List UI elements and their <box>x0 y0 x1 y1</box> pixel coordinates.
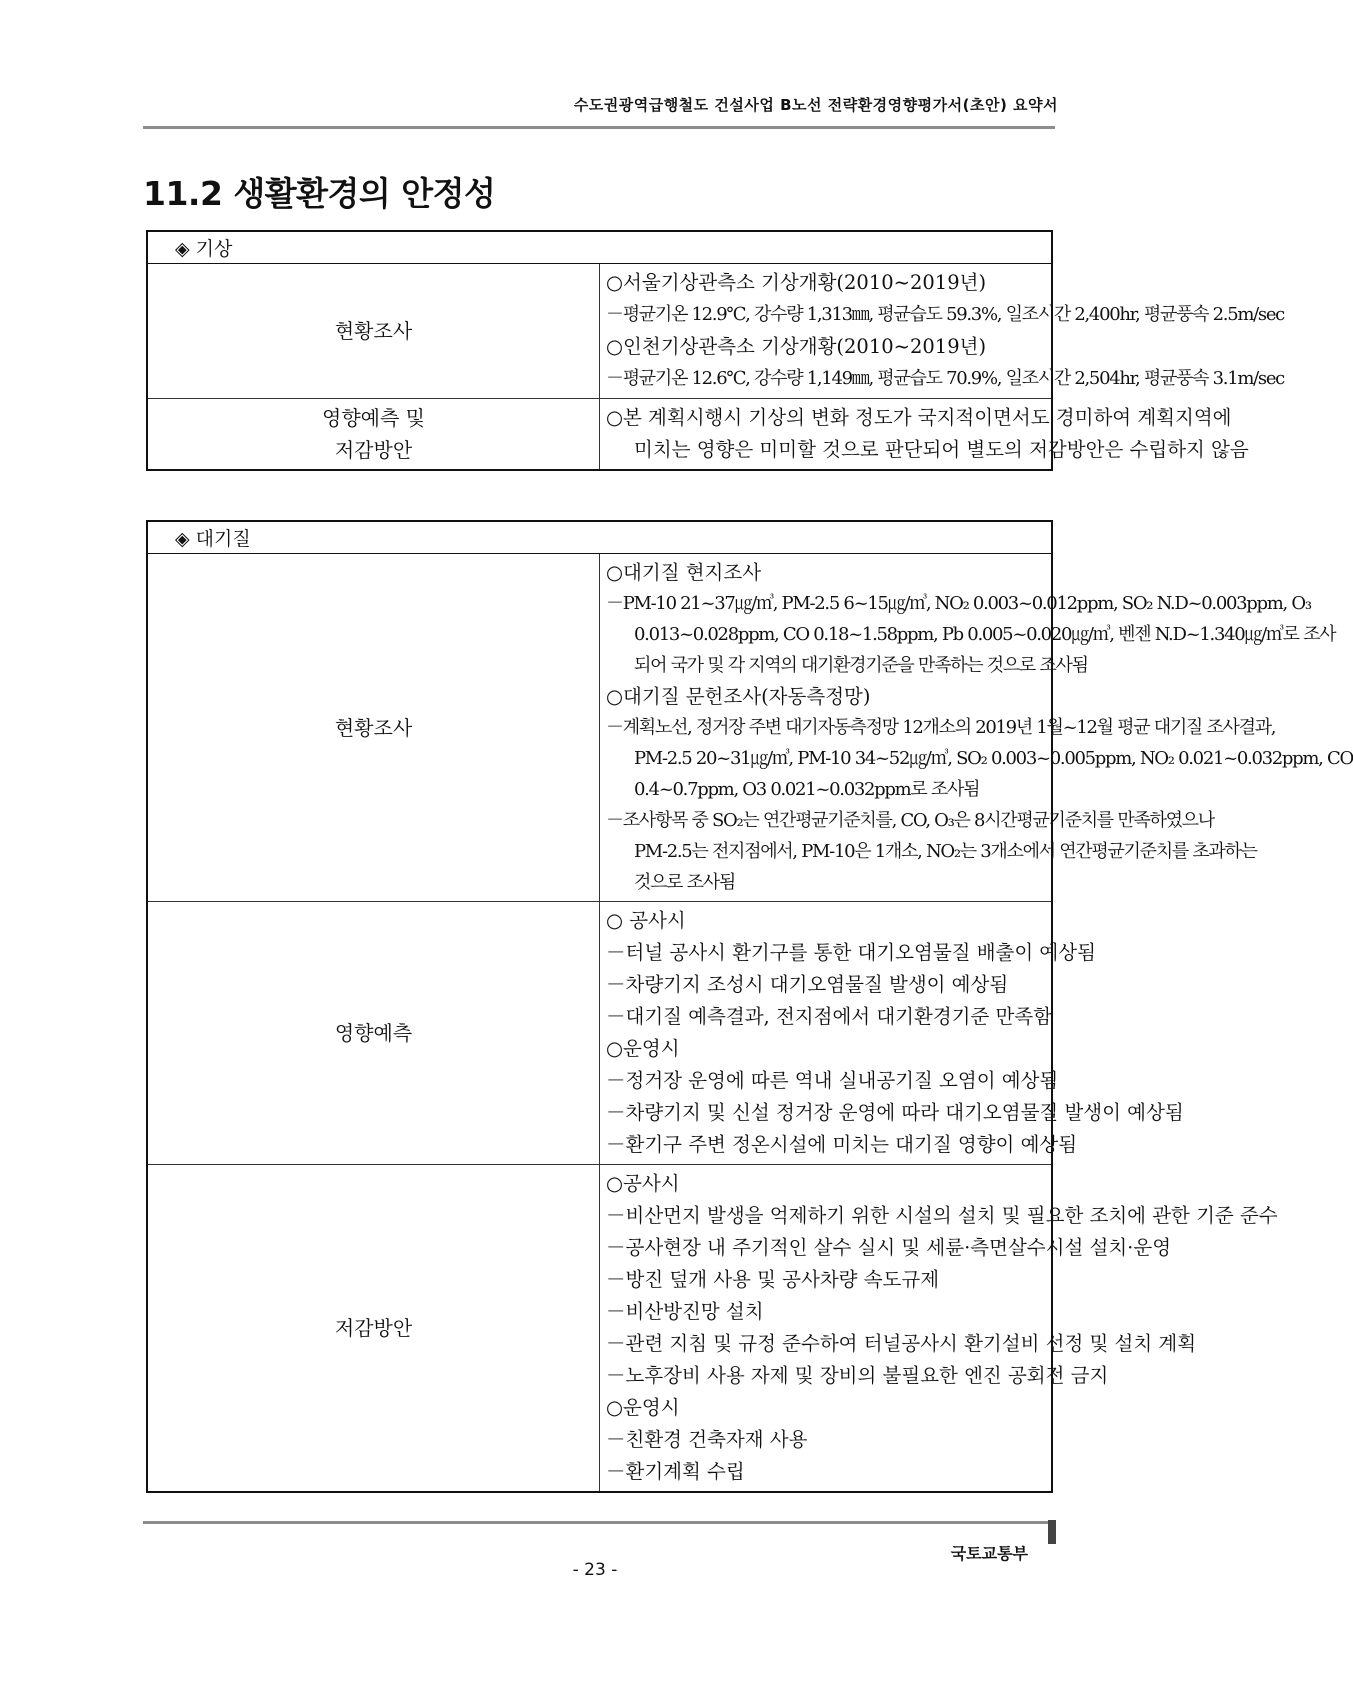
text-line: ○ 공사시 <box>606 909 686 932</box>
text-line: －관련 지침 및 규정 준수하여 터널공사시 환기설비 선정 및 설치 계획 <box>606 1332 1197 1355</box>
weather-impact-content <box>600 399 1249 471</box>
text-line: 0.4~0.7ppm, O3 0.021~0.032ppm로 조사됨 <box>634 779 980 800</box>
text-line: ○공사시 <box>606 1172 680 1195</box>
text-line: 되어 국가 및 각 지역의 대기환경기준을 만족하는 것으로 조사됨 <box>634 655 1088 676</box>
air-quality-table <box>146 520 1353 1493</box>
text-line: PM-2.5는 전지점에서, PM-10은 1개소, NO₂는 3개소에서 연간평균기준치를 초과하는 <box>634 841 1257 862</box>
label-line: 영향예측 및 <box>322 406 425 430</box>
text-line: 미치는 영향은 미미할 것으로 판단되어 별도의 저감방안은 수립하지 않음 <box>634 438 1249 461</box>
footer-organization: 국토교통부 <box>950 1544 1028 1563</box>
weather-impact-label <box>147 399 600 471</box>
air-quality-heading: ◈ 대기질 <box>147 521 1052 554</box>
air-mitigation-content <box>600 1165 1278 1493</box>
text-line: －비산방진망 설치 <box>606 1300 764 1323</box>
text-line: PM-2.5 20~31㎍/㎥, PM-10 34~52㎍/㎥, SO₂ 0.003~0.005ppm, NO₂ 0.021~0.032ppm, CO <box>634 748 1353 769</box>
text-line: －친환경 건축자재 사용 <box>606 1428 808 1451</box>
text-line: ○본 계획시행시 기상의 변화 정도가 국지적이면서도 경미하여 계획지역에 <box>606 406 1232 429</box>
text-line: －PM-10 21~37㎍/㎥, PM-2.5 6~15㎍/㎥, NO₂ 0.003~0.012ppm, SO₂ N.D~0.003ppm, O₃ <box>606 593 1311 614</box>
text-line: 것으로 조사됨 <box>634 872 735 893</box>
text-line: －정거장 운영에 따른 역내 실내공기질 오염이 예상됨 <box>606 1069 1059 1092</box>
section-title: 11.2 생활환경의 안정성 <box>143 174 496 213</box>
text-line: －비산먼지 발생을 억제하기 위한 시설의 설치 및 필요한 조치에 관한 기준 준수 <box>606 1204 1278 1227</box>
air-prediction-content <box>600 902 1184 1165</box>
header-divider <box>143 126 1055 129</box>
label-line: 저감방안 <box>334 438 413 462</box>
air-current-content <box>600 554 1353 902</box>
text-line: －노후장비 사용 자제 및 장비의 불필요한 엔진 공회전 금지 <box>606 1364 1109 1387</box>
text-line: ○대기질 문헌조사(자동측정망) <box>606 685 871 708</box>
text-line: ○서울기상관측소 기상개황(2010~2019년) <box>606 271 987 294</box>
text-line: －계획노선, 정거장 주변 대기자동측정망 12개소의 2019년 1월~12월 평균 대기질 조사결과, <box>606 717 1276 738</box>
text-line: －차량기지 조성시 대기오염물질 발생이 예상됨 <box>606 973 1009 996</box>
weather-current-label: 현황조사 <box>147 264 600 399</box>
text-line: ○대기질 현지조사 <box>606 561 762 584</box>
footer-accent-bar <box>1048 1520 1056 1544</box>
text-line: ○운영시 <box>606 1396 680 1419</box>
document-header-title: 수도권광역급행철도 건설사업 B노선 전략환경영향평가서(초안) 요약서 <box>573 96 1058 114</box>
air-prediction-label: 영향예측 <box>147 902 600 1165</box>
text-line: －환기계획 수립 <box>606 1460 745 1483</box>
footer-divider <box>143 1521 1055 1524</box>
text-line: －평균기온 12.6℃, 강수량 1,149㎜, 평균습도 70.9%, 일조시간 2,504hr, 평균풍속 3.1m/sec <box>606 368 1284 389</box>
weather-current-content <box>600 264 1284 399</box>
text-line: 0.013~0.028ppm, CO 0.18~1.58ppm, Pb 0.005~0.020㎍/㎥, 벤젠 N.D~1.340㎍/㎥로 조사 <box>634 624 1336 645</box>
text-line: －터널 공사시 환기구를 통한 대기오염물질 배출이 예상됨 <box>606 941 1096 964</box>
text-line: －차량기지 및 신설 정거장 운영에 따라 대기오염물질 발생이 예상됨 <box>606 1101 1184 1124</box>
text-line: －대기질 예측결과, 전지점에서 대기환경기준 만족함 <box>606 1005 1053 1028</box>
text-line: －평균기온 12.9℃, 강수량 1,313㎜, 평균습도 59.3%, 일조시간 2,400hr, 평균풍속 2.5m/sec <box>606 304 1284 325</box>
text-line: ○운영시 <box>606 1037 680 1060</box>
text-line: －방진 덮개 사용 및 공사차량 속도규제 <box>606 1268 940 1291</box>
weather-heading: ◈ 기상 <box>147 231 1052 264</box>
weather-table <box>146 230 1284 471</box>
text-line: －조사항목 중 SO₂는 연간평균기준치를, CO, O₃은 8시간평균기준치를 만족하였으나 <box>606 810 1214 831</box>
page-number: - 23 - <box>572 1560 618 1580</box>
air-current-label: 현황조사 <box>147 554 600 902</box>
air-mitigation-label: 저감방안 <box>147 1165 600 1493</box>
text-line: －환기구 주변 정온시설에 미치는 대기질 영향이 예상됨 <box>606 1133 1078 1156</box>
text-line: ○인천기상관측소 기상개황(2010~2019년) <box>606 335 987 358</box>
text-line: －공사현장 내 주기적인 살수 실시 및 세륜·측면살수시설 설치·운영 <box>606 1236 1172 1259</box>
